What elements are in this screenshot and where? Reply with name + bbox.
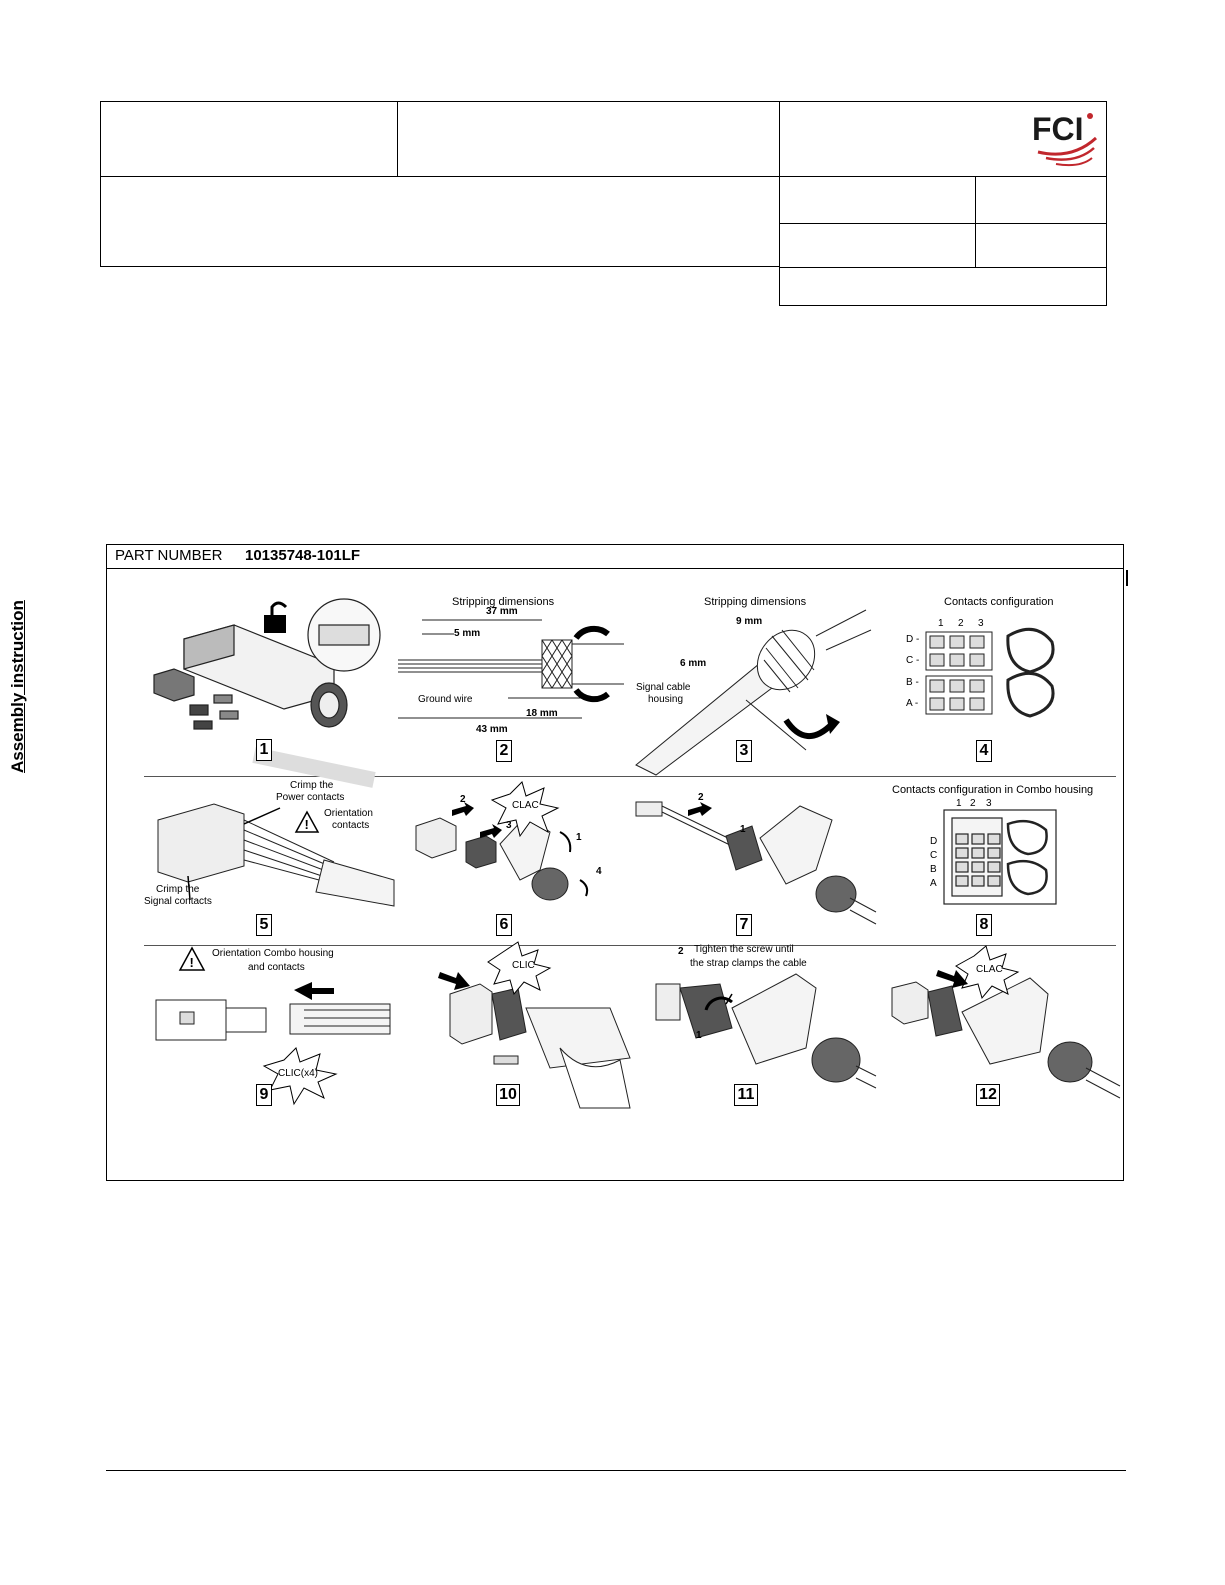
crimp-label: Power contacts: [276, 792, 345, 803]
step-number: 10: [496, 1084, 520, 1106]
combo-housing-diagram: [890, 780, 1120, 944]
header-cell-r1a: [779, 176, 976, 224]
clic-label: CLIC(x4): [278, 1068, 319, 1079]
step-10: [410, 948, 630, 1113]
sequence-label: 1: [576, 832, 582, 843]
header-cell-r3: [779, 267, 1107, 306]
dimension-label: 9 mm: [736, 616, 763, 627]
cable-insert-illustration: [636, 780, 876, 944]
header-cell-2: [397, 101, 780, 177]
row-label: A -: [906, 698, 919, 709]
step-5: [144, 780, 394, 944]
step-number: 12: [976, 1084, 1000, 1106]
orientation-label: and contacts: [248, 962, 305, 973]
clac-label: CLAC: [976, 964, 1003, 975]
sequence-label: 1: [696, 1030, 702, 1041]
dimension-label: 6 mm: [680, 658, 707, 669]
footer-rule: [106, 1470, 1126, 1471]
stripping-diagram: [396, 590, 636, 775]
column-label: 1: [938, 618, 944, 629]
svg-text:!: !: [304, 817, 309, 832]
ground-wire-label: Ground wire: [418, 694, 473, 705]
crimp-label: Crimp the: [290, 780, 334, 791]
part-number-label: PART NUMBER: [115, 547, 223, 564]
panel-edge-mark: [1126, 570, 1128, 586]
header-cell-r1b: [975, 176, 1107, 224]
column-label: 2: [970, 798, 976, 809]
row-label: D -: [906, 634, 920, 645]
contacts-grid-diagram: [890, 590, 1120, 775]
step-number: 7: [736, 914, 752, 936]
step-caption: Stripping dimensions: [452, 596, 555, 608]
clac-label: CLAC: [512, 800, 539, 811]
row-label: A: [930, 878, 937, 889]
clac-final-illustration: [890, 948, 1120, 1113]
step-6: [410, 780, 630, 944]
dimension-label: 5 mm: [454, 628, 481, 639]
orientation-label: Orientation: [324, 808, 373, 819]
part-number-bar: [107, 545, 1123, 569]
clic-insert-illustration: [410, 948, 630, 1113]
step-1: [144, 595, 384, 775]
step-caption: Stripping dimensions: [704, 596, 807, 608]
instruction-label: the strap clamps the cable: [690, 958, 807, 969]
svg-text:!: !: [189, 955, 194, 970]
step-11: [636, 944, 876, 1113]
step-caption: Contacts configuration in Combo housing: [892, 784, 1094, 796]
instruction-label: Tighten the screw until: [694, 944, 794, 955]
row-label: D: [930, 836, 938, 847]
dimension-label: 18 mm: [526, 708, 558, 719]
row-label: B -: [906, 677, 919, 688]
part-number-value: 10135748-101LF: [245, 547, 361, 564]
step-number: 11: [734, 1084, 758, 1106]
dimension-label: 43 mm: [476, 724, 508, 735]
sequence-label: 4: [596, 866, 602, 877]
step-number: 6: [496, 914, 512, 936]
column-label: 3: [978, 618, 984, 629]
sequence-label: 1: [740, 824, 746, 835]
step-number: 5: [256, 914, 272, 936]
header-cell-r2a: [779, 223, 976, 268]
orientation-label: contacts: [332, 820, 370, 831]
step-7: [636, 780, 876, 944]
row-label: C -: [906, 655, 920, 666]
step-4: [890, 590, 1120, 775]
step-caption: Contacts configuration: [944, 596, 1054, 608]
crimp-label: Signal contacts: [144, 896, 212, 907]
clic-label: CLIC: [512, 960, 535, 971]
dimension-label: 37 mm: [486, 606, 518, 617]
header-cell-title: [100, 176, 780, 267]
row-separator-2: [144, 945, 1116, 946]
step-8: [890, 780, 1120, 944]
step-number: 1: [256, 739, 272, 761]
row-label: C: [930, 850, 938, 861]
step-3: [636, 590, 876, 775]
fci-logo: [1032, 108, 1098, 168]
orientation-label: Orientation Combo housing: [212, 948, 334, 959]
logo-text: FCI: [1032, 111, 1084, 147]
sequence-label: 2: [698, 792, 704, 803]
housing-label: housing: [648, 694, 684, 705]
assembly-instruction-title: Assembly instruction: [8, 600, 27, 773]
sequence-label: 3: [506, 820, 512, 831]
sequence-label: 2: [678, 946, 684, 957]
sequence-label: 2: [460, 794, 466, 805]
header-cell-logo: [779, 101, 1107, 177]
row-label: B: [930, 864, 937, 875]
step-number: 2: [496, 740, 512, 762]
column-label: 2: [958, 618, 964, 629]
lock-icon: [264, 615, 286, 633]
step-2: [396, 590, 636, 775]
step-number: 9: [256, 1084, 272, 1106]
crimp-label: Crimp the: [156, 884, 200, 895]
step-9: [144, 948, 394, 1113]
step-12: [890, 948, 1120, 1113]
step-number: 3: [736, 740, 752, 762]
header-cell-r2b: [975, 223, 1107, 268]
column-label: 3: [986, 798, 992, 809]
header-cell-1: [100, 101, 398, 177]
signal-cable-label: Signal cable: [636, 682, 691, 693]
step-number: 8: [976, 914, 992, 936]
step-number: 4: [976, 740, 992, 762]
row-separator-1: [144, 776, 1116, 777]
column-label: 1: [956, 798, 962, 809]
